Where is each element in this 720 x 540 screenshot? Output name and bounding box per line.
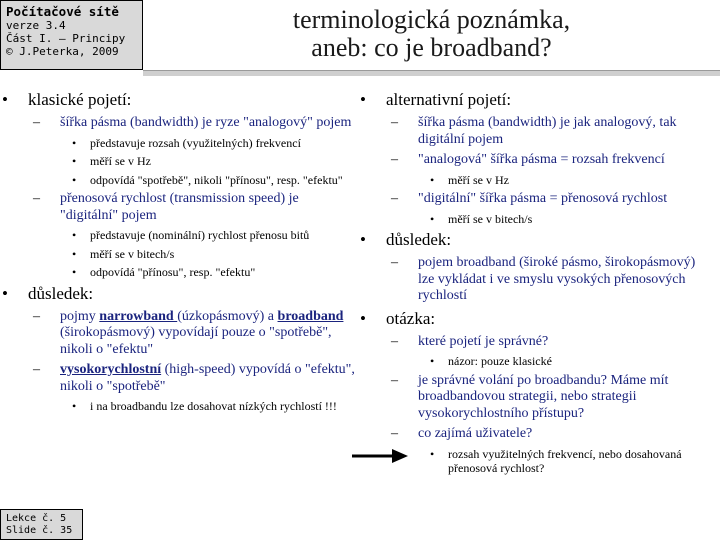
left-subsub-1b: • měří se v Hz	[0, 154, 355, 169]
keyword-broadband: broadband	[277, 308, 344, 324]
left-bullet-1: • klasické pojetí:	[0, 90, 355, 110]
right-subsub-5a: • názor: pouze klasické	[358, 354, 713, 369]
left-subsub-2a: • představuje (nominální) rychlost přenosu bitů	[0, 228, 355, 243]
right-sub-1: – šířka pásma (bandwidth) je jak analogový, tak digitální pojem	[358, 115, 713, 148]
right-subsub-3a: • měří se v bitech/s	[358, 212, 713, 227]
version: verze 3.4	[6, 19, 66, 32]
lecture-number: Lekce č. 5	[6, 513, 67, 524]
course-info-box	[0, 0, 143, 70]
text: (širokopásmový) vypovídají pouze o "spotřebě", nikoli o "efektu"	[60, 325, 332, 357]
right-bullet-2: • důsledek:	[358, 230, 713, 250]
right-sub-2: – "analogová" šířka pásma = rozsah frekvencí	[358, 152, 713, 169]
left-sub-2: – přenosová rychlost (transmission speed) je "digitální" pojem	[0, 191, 355, 224]
left-bullet-2: • důsledek:	[0, 284, 355, 304]
right-sub-5: – které pojetí je správné?	[358, 334, 713, 351]
right-subsub-2a: • měří se v Hz	[358, 173, 713, 188]
keyword-narrowband: narrowband	[99, 308, 178, 324]
keyword-vysokorychlostni: vysokorychlostní	[60, 362, 162, 377]
left-column	[0, 90, 355, 418]
title-rule	[143, 70, 720, 76]
left-sub-1: – šířka pásma (bandwidth) je ryze "analogový" pojem	[0, 115, 355, 132]
left-sub-4	[0, 362, 355, 395]
slide-number: Slide č. 35	[6, 525, 73, 536]
left-subsub-1a: • představuje rozsah (využitelných) frekvencí	[0, 136, 355, 151]
text: (high-speed) vypovídá o "efektu", nikoli o "spotřebě"	[60, 362, 355, 394]
left-subsub-2c: • odpovídá "přínosu", resp. "efektu"	[0, 265, 355, 280]
left-subsub-1c: • odpovídá "spotřebě", nikoli "přínosu", resp. "efektu"	[0, 173, 355, 188]
right-sub-7: – co zajímá uživatele?	[358, 426, 713, 443]
right-subsub-7a: • rozsah využitelných frekvencí, nebo dosahovaná přenosová rychlost?	[358, 447, 713, 476]
slide-footer	[0, 509, 83, 540]
course-name: Počítačové sítě	[6, 4, 119, 19]
right-sub-4: – pojem broadband (široké pásmo, širokopásmový) lze vykládat i ve smyslu vysokých přenosových rychlostí	[358, 255, 713, 305]
text: (úzkopásmový) a	[177, 308, 278, 324]
part: Část I. – Principy	[6, 32, 126, 45]
left-sub-3	[0, 309, 355, 359]
left-subsub-2b: • měří se v bitech/s	[0, 247, 355, 262]
author: © J.Peterka, 2009	[6, 45, 119, 58]
right-sub-6: – je správné volání po broadbandu? Máme mít broadbandovou strategii, nebo strategii vysokorychlostního přístupu?	[358, 373, 713, 423]
right-sub-3: – "digitální" šířka pásma = přenosová rychlost	[358, 191, 713, 208]
arrow-right-icon	[350, 447, 410, 465]
right-bullet-1: • alternativní pojetí:	[358, 90, 713, 110]
right-bullet-3: • otázka:	[358, 309, 713, 329]
left-subsub-4a: • i na broadbandu lze dosahovat nízkých rychlostí !!!	[0, 399, 355, 414]
text: pojmy	[60, 308, 100, 324]
title-line-1: terminologická poznámka,	[292, 5, 571, 34]
slide-title	[143, 0, 720, 72]
title-line-2: aneb: co je broadband?	[311, 33, 552, 62]
right-column	[358, 90, 713, 480]
